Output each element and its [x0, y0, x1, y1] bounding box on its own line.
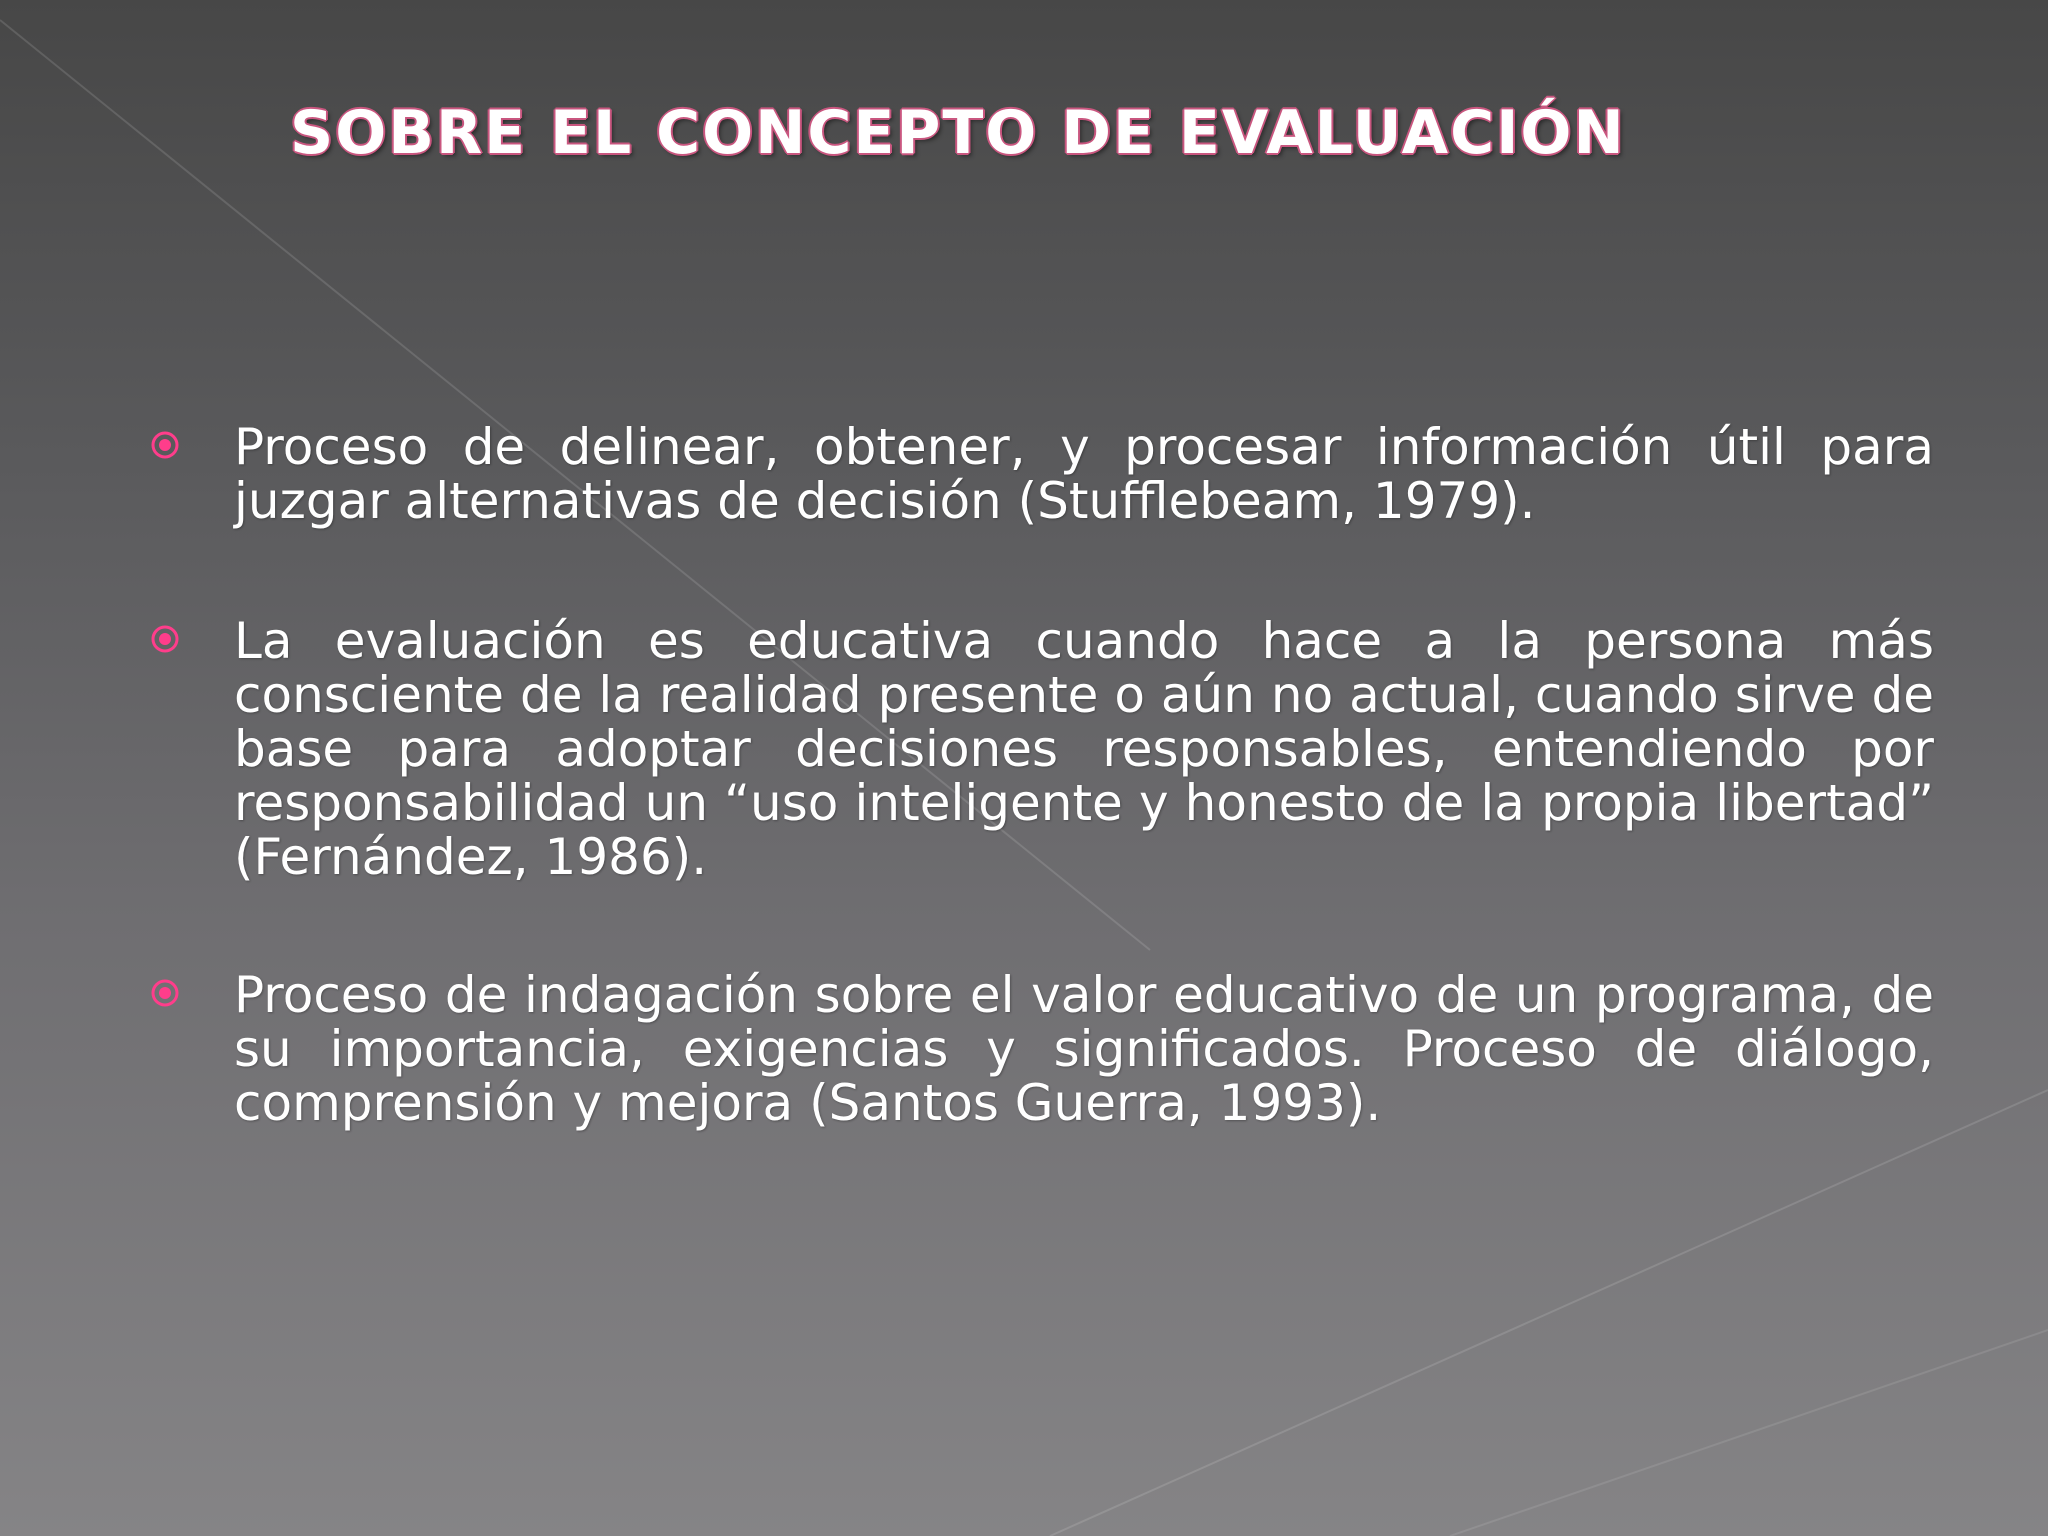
bullet-text: Proceso de delinear, obtener, y procesar información útil para juzgar alternativas de decisión (Stufflebeam, 1979). — [234, 418, 1934, 530]
bullet-text: La evaluación es educativa cuando hace a la persona más consciente de la realidad presente o aún no actual, cuando sirve de base para adoptar decisiones responsables, entendiendo por responsabilidad un “uso inteligente y honesto de la propia libertad” (Fernández, 1986). — [234, 612, 1934, 886]
circled-dot-icon — [150, 624, 180, 654]
diagonal-line — [1450, 1330, 2048, 1536]
bullet-text: Proceso de indagación sobre el valor educativo de un programa, de su importancia, exigencias y significados. Proceso de diálogo, comprensión y mejora (Santos Guerra, 1993). — [234, 966, 1934, 1132]
circled-dot-icon — [150, 430, 180, 460]
diagonal-line — [1050, 1090, 2048, 1536]
circled-dot-icon — [150, 978, 180, 1008]
slide-title: SOBRE EL CONCEPTO DE EVALUACIÓN — [290, 98, 1626, 168]
